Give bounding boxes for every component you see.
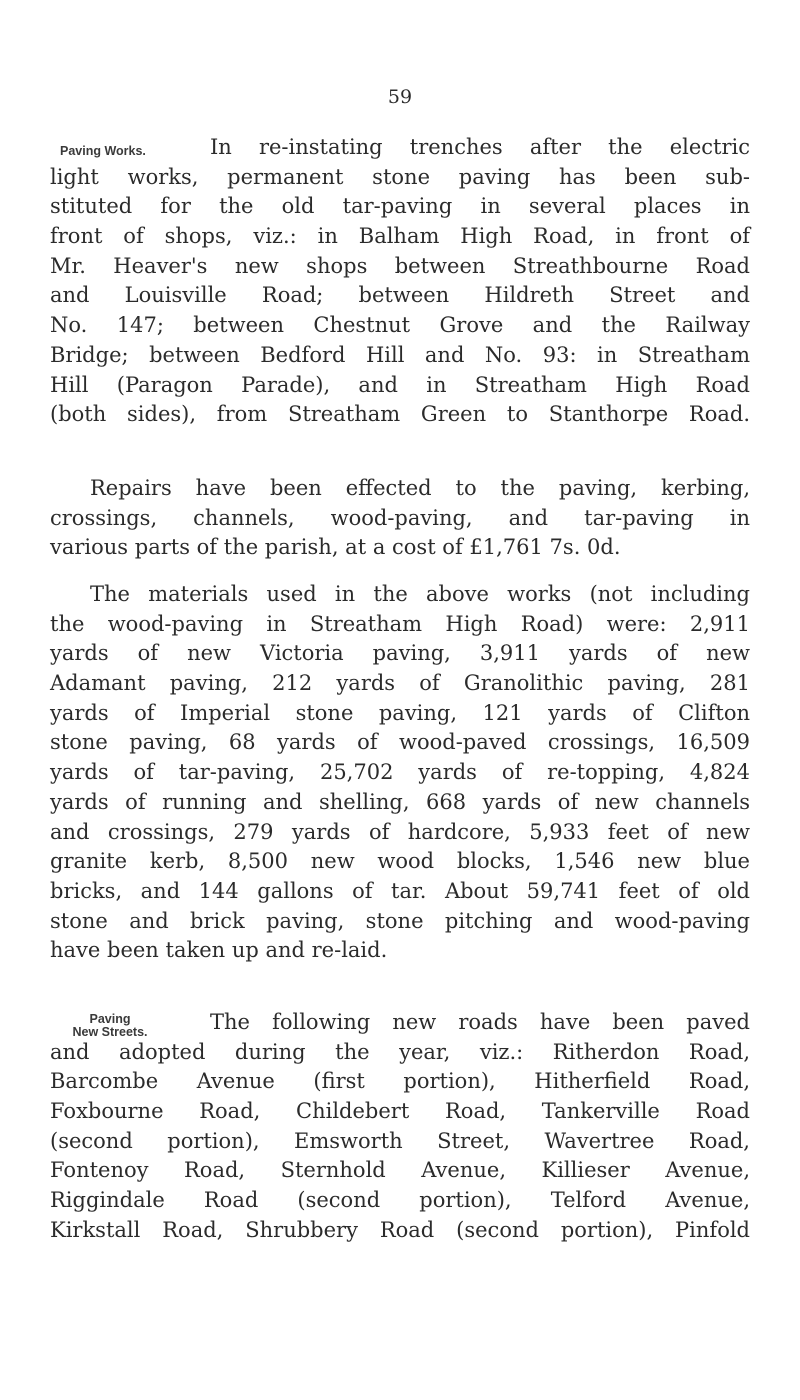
text-line: Fontenoy Road, Sternhold Avenue, Killieser Avenue, — [50, 1158, 750, 1183]
text-line: Kirkstall Road, Shrubbery Road (second portion), Pinfold — [50, 1217, 750, 1242]
text-line: Barcombe Avenue (first portion), Hitherfield Road, — [50, 1069, 750, 1094]
text-line: stone and brick paving, stone pitching and wood-paving — [50, 908, 750, 933]
text-line: stituted for the old tar-paving in several places in — [50, 194, 750, 219]
text-line: crossings, channels, wood-paving, and tar-paving in — [50, 505, 750, 530]
text-line: various parts of the parish, at a cost of £1,761 7s. 0d. — [50, 535, 621, 560]
side-note-new-streets-label: New Streets. — [72, 1025, 148, 1039]
text-line: yards of Imperial stone paving, 121 yards of Clifton — [50, 700, 750, 725]
text-line: light works, permanent stone paving has been sub- — [50, 164, 750, 189]
text-line: and Louisville Road; between Hildreth Street and — [50, 283, 750, 308]
text-line: bricks, and 144 gallons of tar. About 59,741 feet of old — [50, 878, 750, 903]
text-line: stone paving, 68 yards of wood-paved crossings, 16,509 — [50, 730, 750, 755]
text-line: Bridge; between Bedford Hill and No. 93: in Streatham — [50, 342, 750, 367]
text-line: The following new roads have been paved — [210, 1010, 750, 1034]
text-line: (second portion), Emsworth Street, Wavertree Road, — [50, 1128, 750, 1153]
text-line: the wood-paving in Streatham High Road) were: 2,911 — [50, 611, 750, 636]
text-line: No. 147; between Chestnut Grove and the Railway — [50, 313, 750, 338]
side-note-paving-works: Paving Works. — [60, 144, 146, 158]
text-line: The materials used in the above works (not including — [90, 582, 750, 606]
text-line: Foxbourne Road, Childebert Road, Tankerville Road — [50, 1099, 750, 1124]
text-line: Repairs have been effected to the paving, kerbing, — [90, 476, 750, 500]
text-line: granite kerb, 8,500 new wood blocks, 1,546 new blue — [50, 849, 750, 874]
paragraph-paving-works — [50, 133, 750, 430]
text-line: front of shops, viz.: in Balham High Road, in front of — [50, 224, 750, 249]
text-line: Mr. Heaver's new shops between Streathbourne Road — [50, 253, 750, 278]
side-note-paving: Paving — [89, 1012, 131, 1026]
text-line: yards of new Victoria paving, 3,911 yards of new — [50, 641, 750, 666]
text-line: In re-instating trenches after the electric — [210, 135, 750, 159]
text-line: and adopted during the year, viz.: Ritherdon Road, — [50, 1039, 750, 1064]
text-line: have been taken up and re-laid. — [50, 938, 388, 963]
paragraph-repairs — [50, 474, 750, 563]
text-line: and crossings, 279 yards of hardcore, 5,933 feet of new — [50, 819, 750, 844]
text-line: Riggindale Road (second portion), Telford Avenue, — [50, 1188, 750, 1213]
paragraph-materials — [50, 580, 750, 966]
text-line: (both sides), from Streatham Green to Stanthorpe Road. — [50, 402, 750, 427]
text-line: Adamant paving, 212 yards of Granolithic paving, 281 — [50, 671, 750, 696]
text-line: Hill (Paragon Parade), and in Streatham High Road — [50, 372, 750, 397]
page-number: 59 — [387, 86, 413, 108]
text-line: yards of tar-paving, 25,702 yards of re-topping, 4,824 — [50, 760, 750, 785]
paragraph-new-streets — [50, 1008, 750, 1246]
text-line: yards of running and shelling, 668 yards of new channels — [50, 789, 750, 814]
